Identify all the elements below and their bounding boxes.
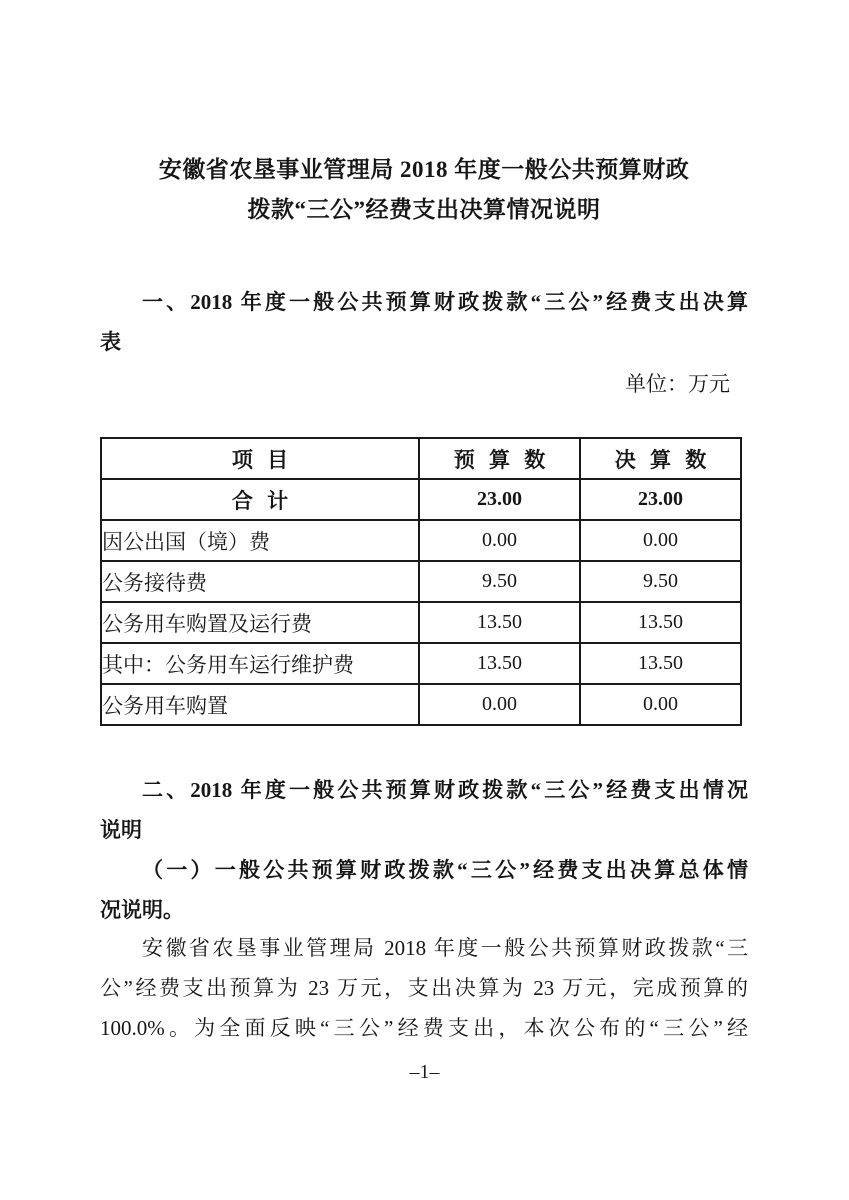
col-header-final: 决 算 数 [580,438,741,479]
final-cell: 23.00 [580,479,741,520]
table-row-total [101,479,741,520]
final-cell: 9.50 [580,561,741,602]
section1-heading [100,282,748,362]
budget-cell: 9.50 [419,561,580,602]
budget-cell: 23.00 [419,479,580,520]
section2-subheading-line-2: 况说明。 [100,898,184,922]
final-cell: 0.00 [580,520,741,561]
section2-subheading-line-1: （一）一般公共预算财政拨款“三公”经费支出决算总体情 [142,858,748,882]
paragraph-line-2: 公”经费支出预算为 23 万元，支出决算为 23 万元，完成预算的 [100,976,748,1000]
budget-table [100,437,742,726]
item-cell: 因公出国（境）费 [101,520,419,561]
title-line-2: 拨款“三公”经费支出决算情况说明 [247,197,601,222]
section2-heading-line-2: 说明 [100,818,142,842]
table-row-vehicle-purchase [101,684,741,725]
budget-cell: 13.50 [419,643,580,684]
final-cell: 13.50 [580,602,741,643]
document-title [100,150,748,230]
paragraph-line-3: 100.0%。为全面反映“三公”经费支出，本次公布的“三公”经 [100,1016,748,1040]
table-row-vehicle-maintenance [101,643,741,684]
title-line-1: 安徽省农垦事业管理局 2018 年度一般公共预算财政 [158,157,690,182]
item-cell: 公务用车购置 [101,684,419,725]
body-paragraph [100,928,748,1048]
final-cell: 13.50 [580,643,741,684]
table-row-abroad [101,520,741,561]
col-header-budget: 预 算 数 [419,438,580,479]
table-row-reception [101,561,741,602]
section1-heading-line-2: 表 [100,330,121,354]
section2-heading [100,770,748,850]
paragraph-line-1: 安徽省农垦事业管理局 2018 年度一般公共预算财政拨款“三 [142,936,748,960]
budget-cell: 13.50 [419,602,580,643]
final-cell: 0.00 [580,684,741,725]
page-number: –1– [409,1061,440,1083]
item-cell: 合 计 [101,479,419,520]
item-cell: 其中：公务用车运行维护费 [101,643,419,684]
unit-note: 单位：万元 [625,372,730,396]
section1-heading-line-1: 一、2018 年度一般公共预算财政拨款“三公”经费支出决算 [142,290,748,314]
section2-subheading [100,850,748,930]
budget-cell: 0.00 [419,684,580,725]
col-header-item: 项 目 [101,438,419,479]
item-cell: 公务接待费 [101,561,419,602]
budget-cell: 0.00 [419,520,580,561]
table-row-vehicle [101,602,741,643]
table-header-row [101,438,741,479]
section2-heading-line-1: 二、2018 年度一般公共预算财政拨款“三公”经费支出情况 [142,778,748,802]
item-cell: 公务用车购置及运行费 [101,602,419,643]
